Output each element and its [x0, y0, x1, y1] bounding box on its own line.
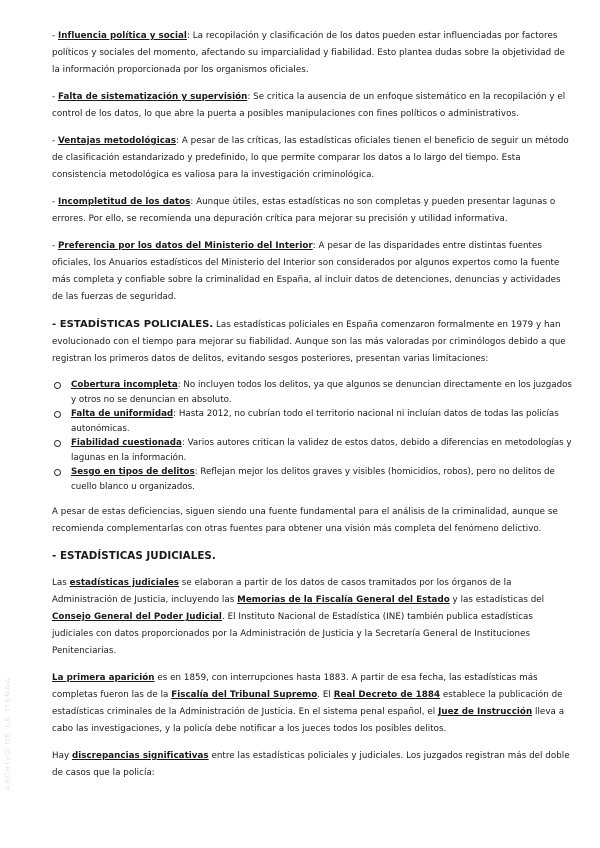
bold-term: discrepancias significativas	[71, 751, 209, 761]
list-item	[52, 465, 572, 494]
list-item-text: : Hasta 2012, no cubrían todo el territorio nacional ni incluían datos de todas las policías autonómicas.	[71, 409, 559, 434]
document-page	[52, 28, 572, 782]
item-title: Influencia política y social	[58, 31, 187, 41]
circle-bullet-icon	[54, 440, 61, 447]
bold-term: estadísticas judiciales	[69, 578, 179, 588]
judiciales-paragraph-3	[52, 748, 572, 782]
item-title: Preferencia por los datos del Ministerio del Interior	[58, 241, 313, 251]
text-run: establece la publicación de estadísticas criminales de la Administración de Justicia. En el sistema penal español, el	[52, 690, 563, 717]
item-title: Ventajas metodológicas	[58, 136, 177, 146]
circle-bullet-icon	[54, 382, 61, 389]
list-item-title: Fiabilidad cuestionada	[71, 438, 182, 448]
text-run: . El Instituto Nacional de Estadística (INE) también publica estadísticas judiciales con datos proporcionados por la Administración de Justicia y la Secretaría General de Instituciones Penitenciarias.	[52, 612, 533, 656]
text-run: es en 1859, con interrupciones hasta 1883. A partir de esa fecha, las estadísticas más completas fueron las de la	[52, 673, 538, 700]
item-title: Falta de sistematización y supervisión	[58, 92, 248, 102]
item-ventajas: - Ventajas metodológicas: A pesar de las críticas, las estadísticas oficiales tienen el beneficio de seguir un método de clasificación estandarizado y predefinido, lo que permite comparar los datos a lo largo del tiempo. Esta consistencia metodológica es valiosa para la investigación criminológica.	[52, 136, 569, 180]
list-item	[52, 436, 572, 465]
item-text: : A pesar de las disparidades entre distintas fuentes oficiales, los Anuarios estadísticos del Ministerio del Interior son considerados por algunos expertos como la fuente más completa y confiable sobre la criminalidad en España, al incluir datos de detenciones, denuncias y actividades de las fuerzas de seguridad.	[52, 241, 561, 302]
bold-term: Fiscalía del Tribunal Supremo	[171, 690, 318, 700]
section-heading-policiales: - ESTADÍSTICAS POLICIALES.	[52, 319, 214, 330]
item-title: Incompletitud de los datos	[58, 197, 191, 207]
item-falta-sistematizacion: - Falta de sistematización y supervisión: Se critica la ausencia de un enfoque sistemático en la recopilación y el control de los datos, lo que abre la puerta a posibles manipulaciones con fines políticos o administrativos.	[52, 92, 566, 119]
list-item-title: Cobertura incompleta	[71, 380, 178, 390]
item-text: : Aunque útiles, estas estadísticas no son completas y pueden presentar lagunas o errores. Por ello, se recomienda una depuración crítica para mejorar su precisión y utilidad informativa.	[52, 197, 556, 224]
item-preferencia: - Preferencia por los datos del Ministerio del Interior: A pesar de las disparidades entre distintas fuentes oficiales, los Anuarios estadísticos del Ministerio del Interior son considerados por algunos expertos como la fuente más completa y confiable sobre la criminalidad en España, al incluir datos de detenciones, denuncias y actividades de las fuerzas de seguridad.	[52, 241, 561, 302]
text-run: y las estadísticas del	[449, 595, 545, 605]
judiciales-paragraph-2	[52, 670, 572, 738]
item-text: : La recopilación y clasificación de los datos pueden estar influenciadas por factores políticos y sociales del momento, afectando su imparcialidad y fiabilidad. Esto plantea dudas sobre la objetividad de la información proporcionada por los organismos oficiales.	[52, 31, 565, 75]
policiales-conclusion: A pesar de estas deficiencias, siguen siendo una fuente fundamental para el análisis de la criminalidad, aunque se recomienda complementarlas con otras fuentes para obtener una visión más completa del fenómeno delictivo.	[52, 507, 558, 534]
bold-term: Consejo General del Poder Judicial	[52, 612, 222, 622]
bold-term: Juez de Instrucción	[438, 707, 533, 717]
list-item-text: : Varios autores critican la validez de estos datos, debido a diferencias en metodologías y lagunas en la información.	[71, 438, 572, 463]
bold-term: Memorias de la Fiscalía General del Estado	[237, 595, 450, 605]
policiales-intro-text: Las estadísticas policiales en España comenzaron formalmente en 1979 y han evolucionado con el tiempo para mejorar su fiabilidad. Aunque son las más valoradas por criminólogos debido a que registran los primeros datos de delitos, evitando sesgos posteriores, presentan varias limitaciones:	[52, 320, 566, 364]
list-item-text: : No incluyen todos los delitos, ya que algunos se denuncian directamente en los juzgados y otros no se denuncian en absoluto.	[71, 380, 572, 405]
text-run: lleva a cabo las investigaciones, y la policía debe notificar a los jueces todos los posibles delitos.	[52, 707, 565, 734]
item-text: : A pesar de las críticas, las estadísticas oficiales tienen el beneficio de seguir un método de clasificación estandarizado y predefinido, lo que permite comparar los datos a lo largo del tiempo. Esta consistencia metodológica es valiosa para la investigación criminológica.	[52, 136, 569, 180]
bold-term: La primera aparición	[52, 673, 155, 683]
list-item	[52, 378, 572, 407]
text-run: . El	[317, 690, 334, 700]
text-run: Hay	[52, 751, 72, 761]
text-run: Las	[52, 578, 70, 588]
item-incompletitud: - Incompletitud de los datos: Aunque útiles, estas estadísticas no son completas y pueden presentar lagunas o errores. Por ello, se recomienda una depuración crítica para mejorar su precisión y utilidad informativa.	[52, 197, 556, 224]
list-item-text: : Reflejan mejor los delitos graves y visibles (homicidios, robos), pero no delitos de cuello blanco u organizados.	[71, 467, 555, 492]
section-heading-judiciales: - ESTADÍSTICAS JUDICIALES.	[52, 550, 216, 562]
list-item-title: Falta de uniformidad	[71, 409, 174, 419]
limitations-list	[52, 378, 572, 494]
text-run: entre las estadísticas policiales y judiciales. Los juzgados registran más del doble de casos que la policía:	[52, 751, 570, 778]
item-influencia: - Influencia política y social: La recopilación y clasificación de los datos pueden estar influenciadas por factores políticos y sociales del momento, afectando su imparcialidad y fiabilidad. Esto plantea dudas sobre la objetividad de la información proporcionada por los organismos oficiales.	[52, 31, 565, 75]
watermark: ARCHIVO DE LA TIENDA	[4, 676, 12, 790]
policiales-intro	[52, 316, 572, 368]
judiciales-paragraph-1	[52, 575, 572, 660]
circle-bullet-icon	[54, 469, 61, 476]
text-run: se elaboran a partir de los datos de casos tramitados por los órganos de la Administración de Justicia, incluyendo las	[52, 578, 512, 605]
item-text: : Se critica la ausencia de un enfoque sistemático en la recopilación y el control de los datos, lo que abre la puerta a posibles manipulaciones con fines políticos o administrativos.	[52, 92, 566, 119]
bold-term: Real Decreto de 1884	[333, 690, 441, 700]
circle-bullet-icon	[54, 411, 61, 418]
list-item	[52, 407, 572, 436]
list-item-title: Sesgo en tipos de delitos	[71, 467, 195, 477]
